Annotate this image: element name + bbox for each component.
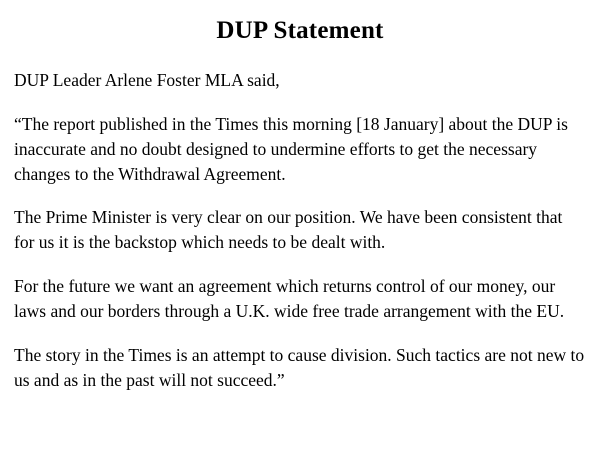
- statement-paragraph-attribution: DUP Leader Arlene Foster MLA said,: [14, 70, 280, 90]
- statement-paragraph-3: For the future we want an agreement which returns control of our money, our laws and our borders through a U.K. wide free trade arrangement with the EU.: [14, 276, 565, 321]
- page-title: DUP Statement: [216, 17, 384, 44]
- statement-paragraph-2: The Prime Minister is very clear on our position. We have been consistent that for us it is the backstop which needs to be dealt with.: [14, 207, 563, 253]
- statement-paragraph-1: “The report published in the Times this morning [18 January] about the DUP is inaccurate and no doubt designed to undermine efforts to get the necessary changes to the Withdrawal Agreement.: [14, 113, 568, 184]
- statement-body: [14, 68, 586, 392]
- statement-paragraph-4: The story in the Times is an attempt to cause division. Such tactics are not new to us and as in the past will not succeed.”: [14, 344, 585, 390]
